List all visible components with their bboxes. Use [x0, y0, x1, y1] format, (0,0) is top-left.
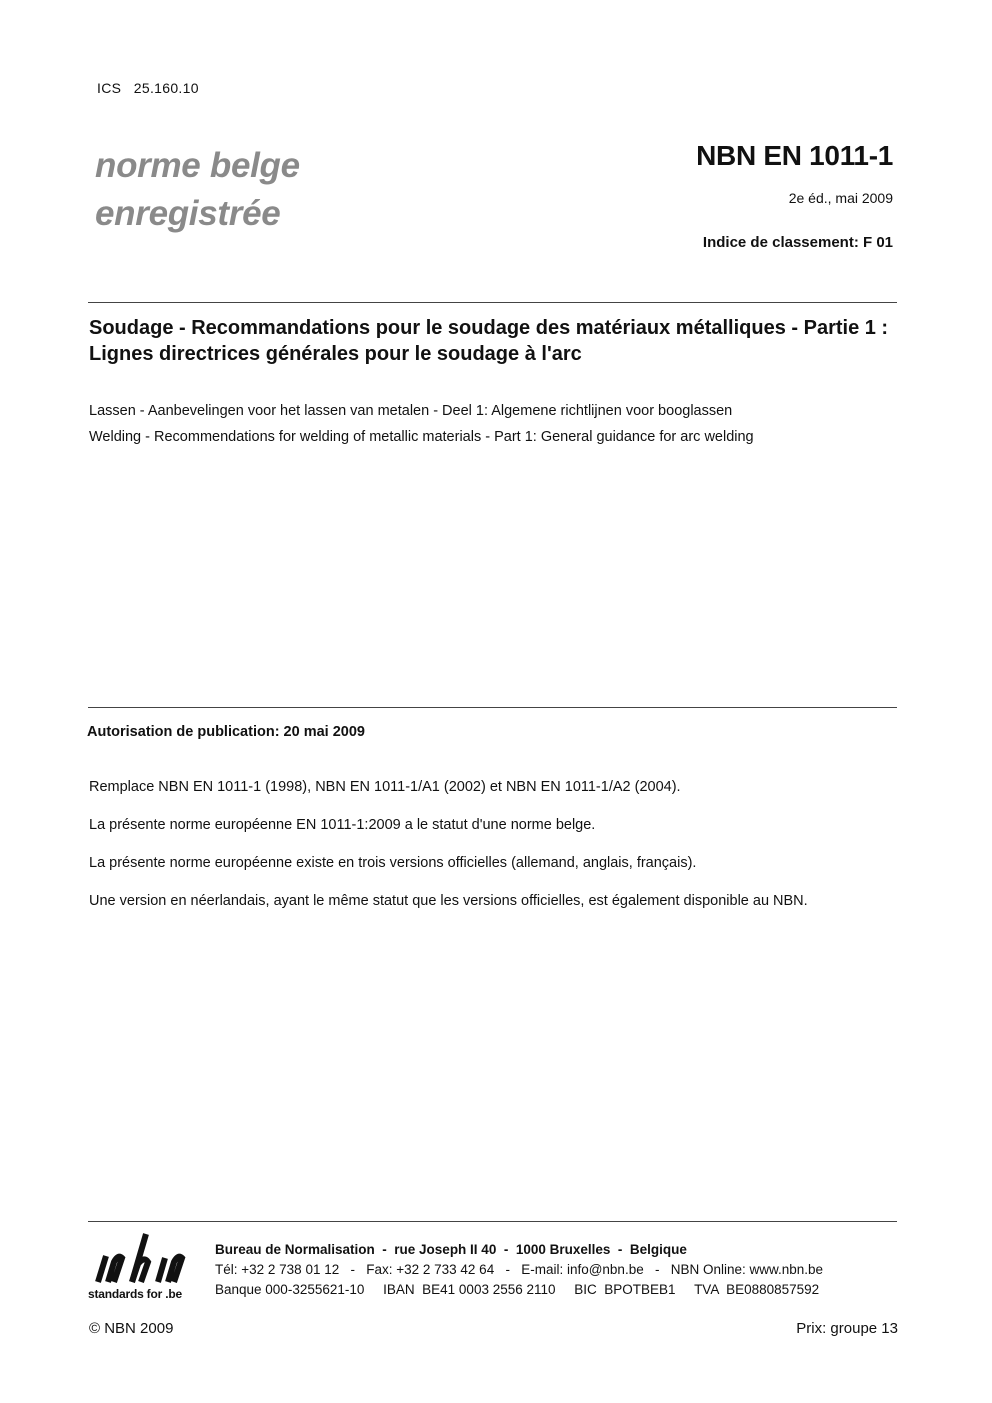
footer-address: Bureau de Normalisation - rue Joseph II 40 - 1000 Bruxelles - Belgique — [215, 1242, 687, 1257]
document-edition: 2e éd., mai 2009 — [788, 190, 893, 206]
copyright: © NBN 2009 — [89, 1320, 174, 1337]
title-dutch: Lassen - Aanbevelingen voor het lassen van metalen - Deel 1: Algemene richtlijnen voor booglassen — [89, 403, 733, 419]
divider-top — [88, 302, 897, 303]
classification-index: Indice de classement: F 01 — [702, 234, 893, 251]
title-english: Welding - Recommendations for welding of metallic materials - Part 1: General guidance for arc welding — [89, 429, 754, 445]
footer-bank: Banque 000-3255621-10 IBAN BE41 0003 2556 2110 BIC BPOTBEB1 TVA BE0880857592 — [215, 1282, 820, 1297]
divider-footer — [88, 1221, 897, 1222]
brand-line-2: enregistrée — [95, 194, 281, 233]
divider-middle — [88, 707, 897, 708]
note-dutch-version: Une version en néerlandais, ayant le même statut que les versions officielles, est également disponible au NBN. — [89, 893, 808, 909]
nbn-logo — [88, 1228, 203, 1308]
nbn-logo-mark — [88, 1228, 203, 1288]
logo-tagline: standards for .be — [88, 1287, 182, 1301]
title-french: Soudage - Recommandations pour le soudage des matériaux métalliques - Partie 1 : Lignes directrices générales pour le soudage à l'arc — [89, 317, 889, 365]
document-number: NBN EN 1011-1 — [696, 140, 893, 171]
note-versions: La présente norme européenne existe en trois versions officielles (allemand, anglais, français). — [89, 855, 697, 871]
brand-title — [95, 142, 300, 238]
ics-code: ICS 25.160.10 — [97, 80, 199, 96]
price-group: Prix: groupe 13 — [796, 1320, 898, 1337]
brand-line-1: norme belge — [95, 146, 300, 185]
publication-authorisation: Autorisation de publication: 20 mai 2009 — [87, 724, 365, 740]
footer-contact: Tél: +32 2 738 01 12 - Fax: +32 2 733 42 64 - E-mail: info@nbn.be - NBN Online: www.nbn.be — [215, 1262, 824, 1277]
note-status: La présente norme européenne EN 1011-1:2009 a le statut d'une norme belge. — [89, 817, 596, 833]
note-replaces: Remplace NBN EN 1011-1 (1998), NBN EN 1011-1/A1 (2002) et NBN EN 1011-1/A2 (2004). — [89, 779, 681, 795]
